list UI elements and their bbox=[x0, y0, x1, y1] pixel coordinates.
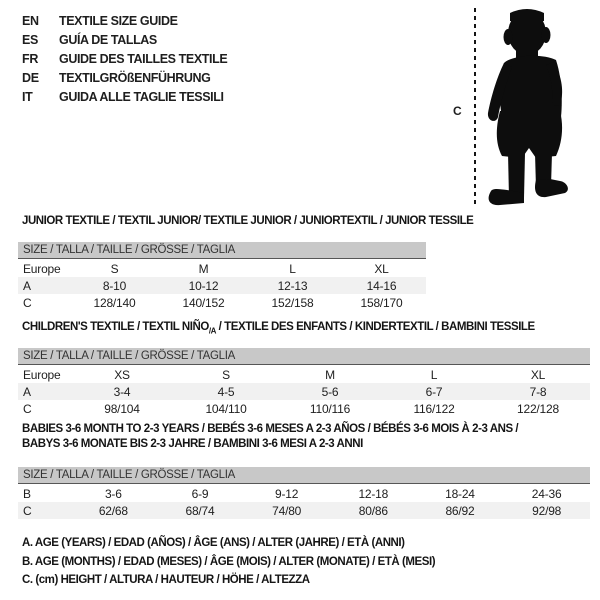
table-row bbox=[18, 400, 590, 417]
table-cell: 104/110 bbox=[205, 401, 247, 416]
language-guide-title: TEXTILGRÖßENFÜHRUNG bbox=[59, 70, 211, 85]
table-cell: 116/122 bbox=[413, 401, 455, 416]
language-guide-block bbox=[22, 11, 227, 106]
table-cell: 3-4 bbox=[113, 384, 131, 399]
table-cell: 6-9 bbox=[191, 486, 209, 501]
language-code: DE bbox=[22, 70, 39, 85]
table-cell: 4-5 bbox=[217, 384, 235, 399]
table-row bbox=[18, 294, 426, 311]
table-cell: 18-24 bbox=[445, 486, 475, 501]
baby-silhouette-icon bbox=[482, 5, 597, 210]
height-measure-dashed-line bbox=[474, 8, 476, 205]
table-row bbox=[18, 366, 590, 383]
babies-table-title bbox=[22, 422, 518, 452]
footnotes-block bbox=[22, 534, 435, 590]
table-cell: 3-6 bbox=[104, 486, 122, 501]
children-size-table bbox=[18, 366, 590, 417]
children-textile-section bbox=[18, 320, 590, 420]
children-table-title bbox=[22, 320, 535, 338]
table-cell: XL bbox=[374, 261, 389, 276]
table-cell: XL bbox=[530, 367, 546, 382]
table-cell: S bbox=[222, 367, 230, 382]
table-cell: 122/128 bbox=[517, 401, 559, 416]
row-label: Europe bbox=[23, 367, 61, 382]
row-label: Europe bbox=[23, 261, 61, 276]
language-guide-title: GUIDA ALLE TAGLIE TESSILI bbox=[59, 89, 224, 104]
table-cell: 68/74 bbox=[185, 503, 215, 518]
table-row bbox=[18, 260, 426, 277]
size-header-bar: SIZE / TALLA / TAILLE / GRÖSSE / TAGLIA bbox=[18, 242, 426, 259]
size-header-bar: SIZE / TALLA / TAILLE / GRÖSSE / TAGLIA bbox=[18, 348, 590, 365]
children-title-sub: /A bbox=[208, 326, 216, 336]
table-cell: 110/116 bbox=[309, 401, 351, 416]
babies-textile-section bbox=[18, 422, 590, 522]
table-row bbox=[18, 277, 426, 294]
table-cell: 140/152 bbox=[182, 295, 225, 310]
table-cell: 12-18 bbox=[358, 486, 389, 501]
language-guide-title: GUÍA DE TALLAS bbox=[59, 32, 157, 47]
language-row bbox=[22, 11, 227, 30]
row-label: C bbox=[23, 295, 32, 310]
table-cell: 12-13 bbox=[277, 278, 308, 293]
language-code: FR bbox=[22, 51, 39, 66]
babies-size-table bbox=[18, 485, 590, 519]
size-header-bar: SIZE / TALLA / TAILLE / GRÖSSE / TAGLIA bbox=[18, 467, 590, 484]
language-code: IT bbox=[22, 89, 33, 104]
junior-size-table bbox=[18, 260, 426, 311]
babies-title-line1: BABIES 3-6 MONTH TO 2-3 YEARS / BEBÉS 3-6 MESES A 2-3 AÑOS / BÉBÉS 3-6 MOIS À 2-3 ANS / bbox=[22, 423, 519, 435]
table-cell: 152/158 bbox=[271, 295, 314, 310]
language-code: EN bbox=[22, 13, 39, 28]
table-cell: M bbox=[325, 367, 335, 382]
table-cell: 62/68 bbox=[98, 503, 128, 518]
table-cell: 6-7 bbox=[425, 384, 443, 399]
table-cell: M bbox=[198, 261, 209, 276]
children-title-pre: CHILDREN'S TEXTILE / TEXTIL NIÑO bbox=[22, 321, 209, 333]
junior-table-title: JUNIOR TEXTILE / TEXTIL JUNIOR/ TEXTILE JUNIOR / JUNIORTEXTIL / JUNIOR TESSILE bbox=[22, 215, 474, 227]
table-cell: 128/140 bbox=[93, 295, 136, 310]
table-cell: S bbox=[110, 261, 119, 276]
footnote-age-years: A. AGE (YEARS) / EDAD (AÑOS) / ÂGE (ANS) / ALTER (JAHRE) / ETÀ (ANNI) bbox=[22, 537, 405, 549]
table-cell: 98/104 bbox=[104, 401, 140, 416]
table-cell: 158/170 bbox=[360, 295, 403, 310]
language-row bbox=[22, 68, 227, 87]
table-cell: XS bbox=[114, 367, 130, 382]
row-label: C bbox=[23, 503, 32, 518]
row-label: B bbox=[23, 486, 31, 501]
row-label: A bbox=[23, 278, 31, 293]
junior-textile-section bbox=[18, 214, 474, 314]
babies-title-line2: BABYS 3-6 MONATE BIS 2-3 JAHRE / BAMBINI 3-6 MESI A 2-3 ANNI bbox=[22, 438, 363, 450]
table-cell: 14-16 bbox=[366, 278, 397, 293]
height-measure-label: C bbox=[453, 104, 462, 118]
language-guide-title: GUIDE DES TAILLES TEXTILE bbox=[59, 51, 228, 66]
table-cell: 80/86 bbox=[358, 503, 388, 518]
language-guide-title: TEXTILE SIZE GUIDE bbox=[59, 13, 178, 28]
table-row bbox=[18, 502, 590, 519]
table-row bbox=[18, 383, 590, 400]
table-cell: 10-12 bbox=[188, 278, 219, 293]
table-cell: 9-12 bbox=[275, 486, 299, 501]
footnote-age-months: B. AGE (MONTHS) / EDAD (MESES) / ÂGE (MOIS) / ALTER (MONATE) / ETÀ (MESI) bbox=[22, 555, 436, 568]
footnote-height: C. (cm) HEIGHT / ALTURA / HAUTEUR / HÖHE / ALTEZZA bbox=[22, 574, 310, 586]
children-title-post: / TEXTILE DES ENFANTS / KINDERTEXTIL / BAMBINI TESSILE bbox=[215, 321, 535, 333]
language-code: ES bbox=[22, 32, 39, 47]
language-row bbox=[22, 87, 227, 106]
table-cell: L bbox=[289, 261, 296, 276]
table-cell: 5-6 bbox=[321, 384, 339, 399]
table-cell: 74/80 bbox=[272, 503, 302, 518]
table-cell: 24-36 bbox=[531, 486, 562, 501]
table-cell: 7-8 bbox=[529, 384, 547, 399]
table-cell: L bbox=[430, 367, 438, 382]
row-label: C bbox=[23, 401, 32, 416]
language-row bbox=[22, 30, 227, 49]
table-cell: 92/98 bbox=[532, 503, 562, 518]
table-cell: 86/92 bbox=[445, 503, 475, 518]
table-cell: 8-10 bbox=[102, 278, 127, 293]
language-row bbox=[22, 49, 227, 68]
row-label: A bbox=[23, 384, 31, 399]
table-row bbox=[18, 485, 590, 502]
